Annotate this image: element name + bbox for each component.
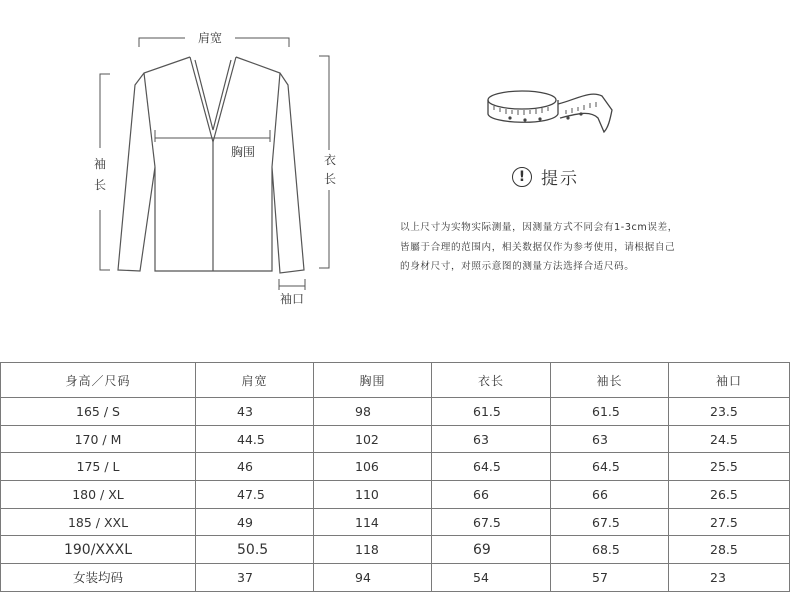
table-cell: 46	[196, 453, 314, 481]
note-line: 以上尺寸为实物实际测量，因测量方式不同会有1-3cm误差，	[400, 222, 678, 233]
header-sleeve: 袖长	[551, 363, 669, 398]
table-row	[1, 453, 790, 481]
table-cell: 185 / XXL	[1, 508, 196, 536]
table-cell: 44.5	[196, 425, 314, 453]
collar	[190, 57, 236, 142]
chest-label: 胸围	[230, 145, 256, 159]
table-cell: 68.5	[551, 536, 669, 564]
note-line: 的身材尺寸，对照示意图的测量方法选择合适尺码。	[400, 261, 635, 272]
table-cell: 43	[196, 398, 314, 426]
header-shoulder: 肩宽	[196, 363, 314, 398]
table-cell: 50.5	[196, 536, 314, 564]
table-cell: 102	[314, 425, 432, 453]
table-cell: 61.5	[551, 398, 669, 426]
table-row	[1, 398, 790, 426]
tape-measure-icon	[480, 80, 620, 140]
sleeve-length-label: 袖长	[93, 157, 107, 192]
table-cell: 24.5	[669, 425, 790, 453]
table-cell: 69	[432, 536, 551, 564]
table-cell: 61.5	[432, 398, 551, 426]
table-cell: 98	[314, 398, 432, 426]
table-cell: 110	[314, 481, 432, 509]
sleeve-length-dimension-line	[100, 74, 110, 270]
header-chest: 胸围	[314, 363, 432, 398]
table-cell: 女装均码	[1, 564, 196, 592]
table-cell: 175 / L	[1, 453, 196, 481]
table-row	[1, 536, 790, 564]
table-cell: 106	[314, 453, 432, 481]
table-row	[1, 508, 790, 536]
table-cell: 66	[551, 481, 669, 509]
table-row	[1, 564, 790, 592]
table-cell: 118	[314, 536, 432, 564]
table-cell: 67.5	[551, 508, 669, 536]
table-row	[1, 425, 790, 453]
table-cell: 37	[196, 564, 314, 592]
table-cell: 180 / XL	[1, 481, 196, 509]
table-header-row	[1, 363, 790, 398]
body-length-label: 衣长	[323, 153, 337, 186]
sleeve-seam-right	[272, 73, 280, 167]
header-length: 衣长	[432, 363, 551, 398]
cuff-dimension-line	[279, 279, 305, 290]
table-cell: 63	[551, 425, 669, 453]
table-cell: 64.5	[551, 453, 669, 481]
header-cuff: 袖口	[669, 363, 790, 398]
table-cell: 28.5	[669, 536, 790, 564]
table-cell: 23.5	[669, 398, 790, 426]
exclamation-icon: !	[512, 167, 532, 187]
table-cell: 54	[432, 564, 551, 592]
table-cell: 190/XXXL	[1, 536, 196, 564]
table-cell: 57	[551, 564, 669, 592]
note-line: 皆屬于合理的范围内，相关数据仅作为参考使用，请根据自己	[400, 241, 676, 253]
table-cell: 66	[432, 481, 551, 509]
table-cell: 26.5	[669, 481, 790, 509]
table-cell: 170 / M	[1, 425, 196, 453]
header-height-size: 身高／尺码	[1, 363, 196, 398]
table-row	[1, 481, 790, 509]
table-cell: 23	[669, 564, 790, 592]
table-cell: 25.5	[669, 453, 790, 481]
table-cell: 94	[314, 564, 432, 592]
size-chart-table	[0, 362, 790, 592]
table-cell: 47.5	[196, 481, 314, 509]
table-cell: 49	[196, 508, 314, 536]
table-cell: 63	[432, 425, 551, 453]
table-cell: 165 / S	[1, 398, 196, 426]
table-cell: 67.5	[432, 508, 551, 536]
shoulder-label: 肩宽	[197, 31, 223, 45]
tip-title: 提示	[541, 169, 579, 189]
measurement-note	[400, 218, 730, 277]
sleeve-seam-left	[144, 73, 155, 167]
table-cell: 114	[314, 508, 432, 536]
tip-heading	[512, 164, 579, 189]
garment-measurement-diagram	[0, 0, 380, 320]
table-cell: 64.5	[432, 453, 551, 481]
table-cell: 27.5	[669, 508, 790, 536]
cuff-label: 袖口	[279, 292, 305, 306]
